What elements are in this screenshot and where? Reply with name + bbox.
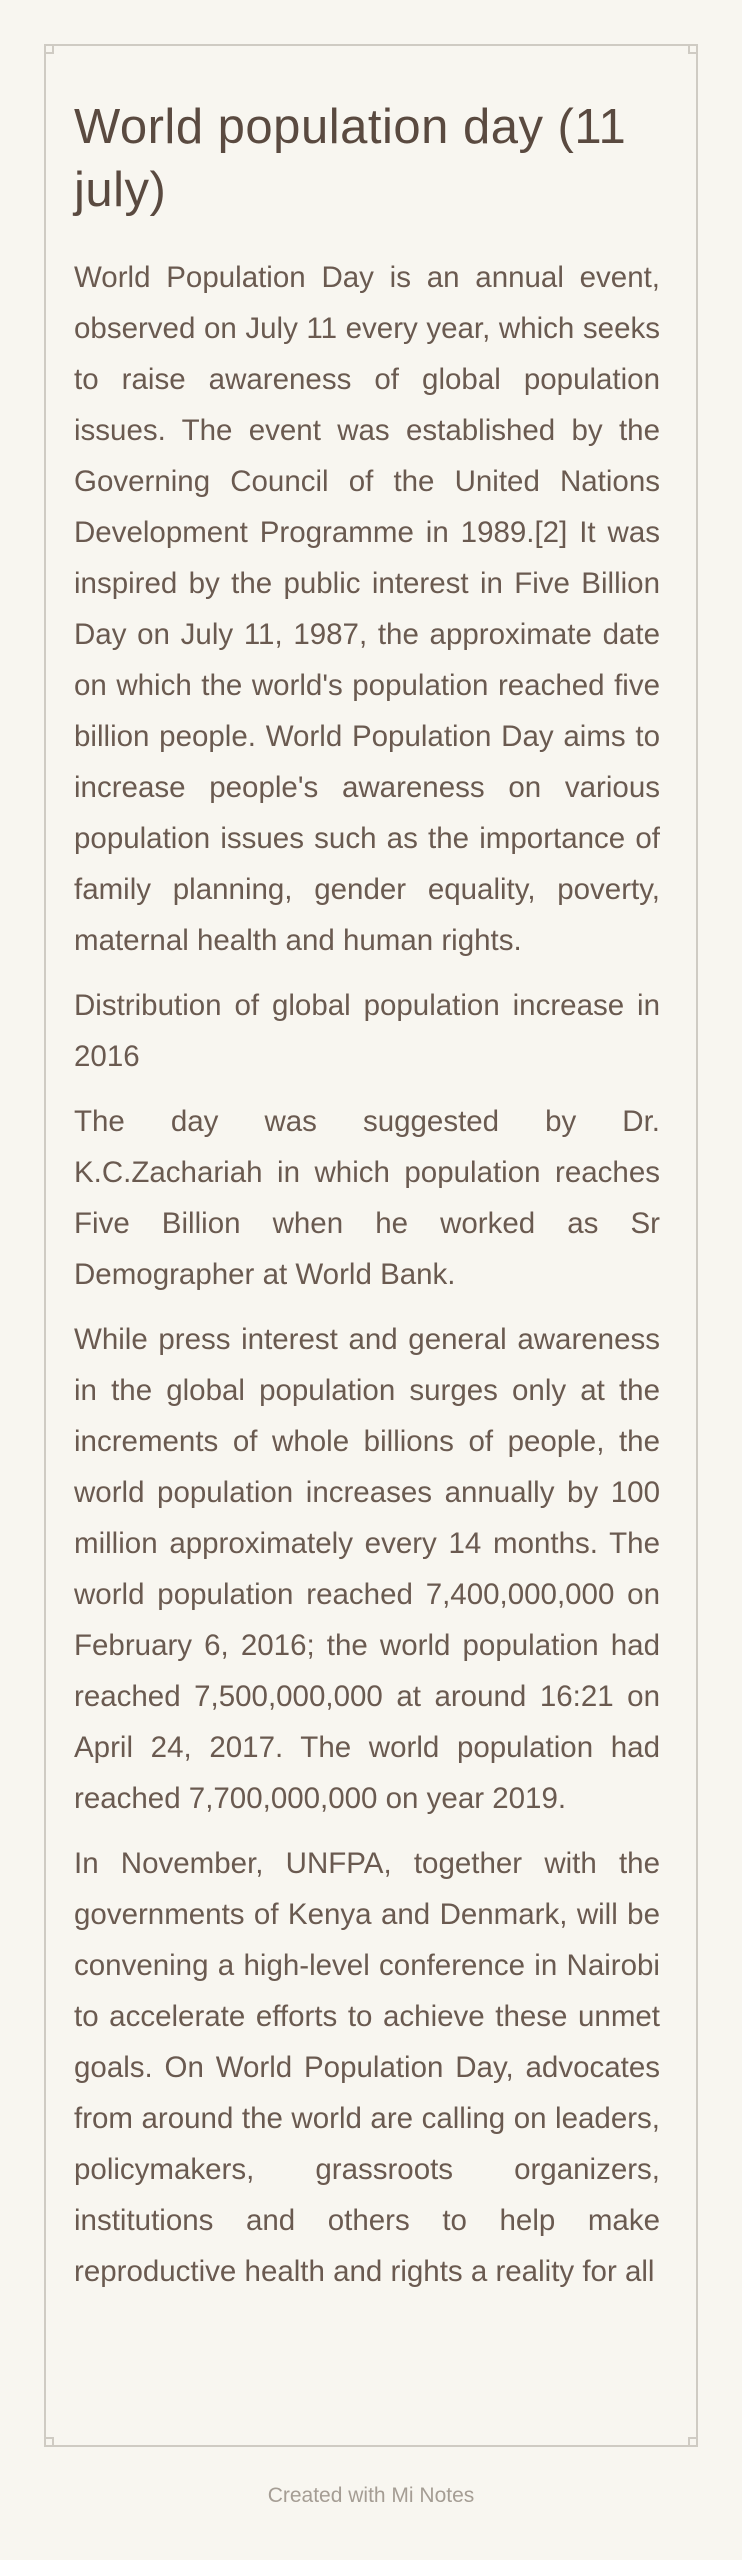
frame-corner-top-right xyxy=(688,44,698,54)
frame-corner-top-left xyxy=(44,44,54,54)
created-with-footer: Created with Mi Notes xyxy=(267,2484,475,2507)
note-paragraph-2: Distribution of global population increase in 2016 xyxy=(74,989,660,1073)
note-paragraph-4: While press interest and general awareness in the global population surges only at the increments of whole billions of people, the world population increases annually by 100 million approximately every 14 months. The world population reached 7,400,000,000 on February 6, 2016; the world population had reached 7,500,000,000 at around 16:21 on April 24, 2017. The world population had reached 7,700,000,000 on year 2019. xyxy=(74,1323,660,1815)
note-content xyxy=(74,96,660,2311)
note-paragraph-3: The day was suggested by Dr. K.C.Zachariah in which population reaches Five Billion when he worked as Sr Demographer at World Bank. xyxy=(74,1105,660,1291)
note-title: World population day (11 july) xyxy=(74,100,627,217)
note-paragraph-1: World Population Day is an annual event, observed on July 11 every year, which seeks to raise awareness of global population issues. The event was established by the Governing Council of the United Nations Development Programme in 1989.[2] It was inspired by the public interest in Five Billion Day on July 11, 1987, the approximate date on which the world's population reached five billion people. World Population Day aims to increase people's awareness on various population issues such as the importance of family planning, gender equality, poverty, maternal health and human rights. xyxy=(74,261,660,957)
frame-corner-bottom-left xyxy=(44,2437,54,2447)
frame-corner-bottom-right xyxy=(688,2437,698,2447)
note-paragraph-5: In November, UNFPA, together with the governments of Kenya and Denmark, will be convening a high-level conference in Nairobi to accelerate efforts to achieve these unmet goals. On World Population Day, advocates from around the world are calling on leaders, policymakers, grassroots organizers, institutions and others to help make reproductive health and rights a reality for all xyxy=(74,1847,660,2288)
